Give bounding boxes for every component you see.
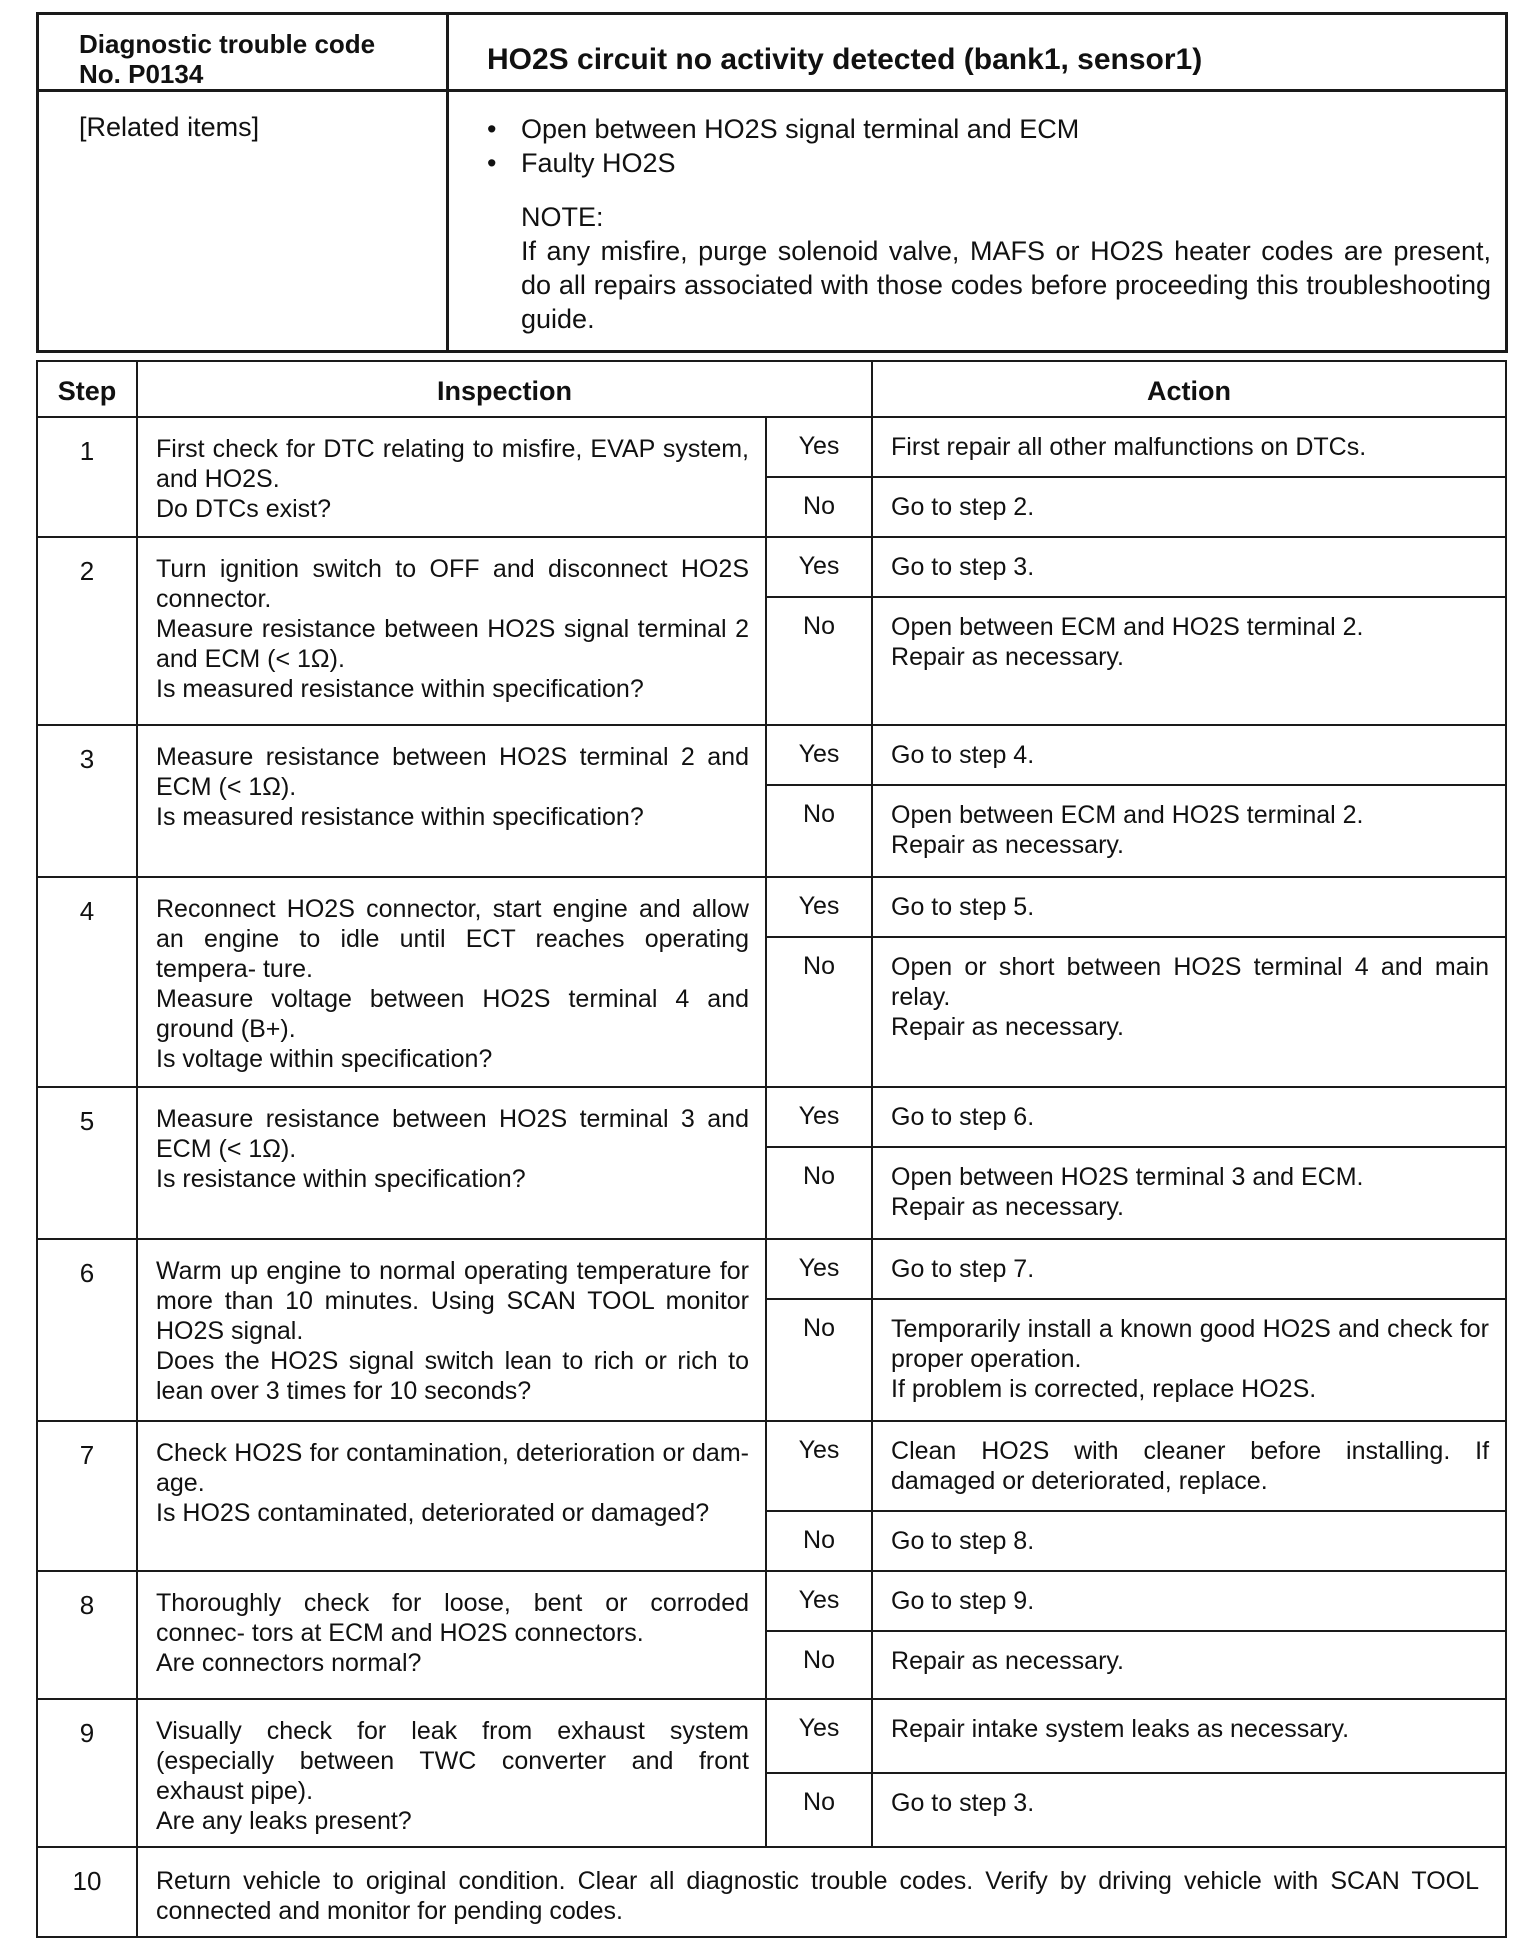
no-label: No xyxy=(766,1511,872,1571)
step-number: 7 xyxy=(37,1421,137,1571)
inspection-cell xyxy=(137,1087,766,1239)
action-text: If problem is corrected, replace HO2S. xyxy=(891,1375,1317,1403)
action-text: Open between HO2S terminal 3 and ECM. xyxy=(891,1163,1364,1191)
no-action-cell xyxy=(872,937,1506,1087)
yes-label: Yes xyxy=(766,877,872,937)
yes-action-cell xyxy=(872,877,1506,937)
yes-action-cell xyxy=(872,417,1506,477)
no-label: No xyxy=(766,937,872,1087)
inspection-cell xyxy=(137,1421,766,1571)
action-text: Open between ECM and HO2S terminal 2. xyxy=(891,801,1364,829)
action-text: Repair as necessary. xyxy=(891,1647,1124,1675)
inspection-text: Do DTCs exist? xyxy=(156,495,332,523)
yes-label: Yes xyxy=(766,537,872,597)
inspection-text: Reconnect HO2S connector, start engine and allow an engine to idle until ECT reaches operating tempera- ture. xyxy=(156,895,749,983)
column-header-action: Action xyxy=(872,361,1506,417)
table-row xyxy=(37,537,1506,597)
action-text: Temporarily install a known good HO2S and check for proper operation. xyxy=(891,1315,1490,1373)
related-item xyxy=(487,146,1491,180)
column-header-inspection: Inspection xyxy=(137,361,872,417)
action-text: Go to step 3. xyxy=(891,553,1035,581)
related-item-text: Open between HO2S signal terminal and ECM xyxy=(521,114,1080,144)
related-item xyxy=(487,112,1491,146)
no-action-cell xyxy=(872,1773,1506,1847)
related-item-text: Faulty HO2S xyxy=(521,148,676,178)
inspection-text: First check for DTC relating to misfire, EVAP system, and HO2S. xyxy=(156,435,749,493)
yes-label: Yes xyxy=(766,1087,872,1147)
dtc-code-label: Diagnostic trouble code xyxy=(79,29,376,59)
inspection-cell xyxy=(137,1571,766,1699)
action-text: Repair intake system leaks as necessary. xyxy=(891,1715,1350,1743)
yes-action-cell xyxy=(872,1571,1506,1631)
table-row xyxy=(37,1699,1506,1773)
no-label: No xyxy=(766,477,872,537)
troubleshooting-table xyxy=(36,360,1507,1938)
dtc-title: HO2S circuit no activity detected (bank1, sensor1) xyxy=(448,14,1507,91)
no-action-cell xyxy=(872,597,1506,725)
yes-label: Yes xyxy=(766,1421,872,1511)
no-label: No xyxy=(766,1773,872,1847)
no-label: No xyxy=(766,1299,872,1421)
yes-label: Yes xyxy=(766,1699,872,1773)
action-text: Open or short between HO2S terminal 4 and main relay. xyxy=(891,953,1490,1011)
action-text: Go to step 2. xyxy=(891,493,1035,521)
yes-label: Yes xyxy=(766,725,872,785)
inspection-text: Is measured resistance within specification? xyxy=(156,675,644,703)
inspection-text: Measure resistance between HO2S terminal 2 and ECM (< 1Ω). xyxy=(156,743,749,801)
inspection-text: Measure voltage between HO2S terminal 4 and ground (B+). xyxy=(156,985,749,1043)
inspection-text: Are connectors normal? xyxy=(156,1649,422,1677)
inspection-cell xyxy=(137,725,766,877)
table-row xyxy=(37,1239,1506,1299)
inspection-cell xyxy=(137,1699,766,1847)
yes-label: Yes xyxy=(766,1571,872,1631)
inspection-text: Warm up engine to normal operating temperature for more than 10 minutes. Using SCAN TOOL monitor HO2S signal. xyxy=(156,1257,749,1345)
no-label: No xyxy=(766,785,872,877)
inspection-text: Does the HO2S signal switch lean to rich or rich to lean over 3 times for 10 seconds? xyxy=(156,1347,749,1405)
action-text: Repair as necessary. xyxy=(891,1013,1124,1041)
related-items-cell xyxy=(448,91,1507,352)
action-text: First repair all other malfunctions on DTCs. xyxy=(891,433,1367,461)
yes-label: Yes xyxy=(766,1239,872,1299)
action-text: Go to step 3. xyxy=(891,1789,1035,1817)
step-number: 4 xyxy=(37,877,137,1087)
yes-action-cell xyxy=(872,1699,1506,1773)
yes-action-cell xyxy=(872,725,1506,785)
inspection-text: Measure resistance between HO2S terminal 3 and ECM (< 1Ω). xyxy=(156,1105,749,1163)
step-number: 9 xyxy=(37,1699,137,1847)
table-row xyxy=(37,1571,1506,1631)
dtc-header-table xyxy=(36,12,1508,353)
step-number: 6 xyxy=(37,1239,137,1421)
note-label: NOTE: xyxy=(521,202,604,232)
no-action-cell xyxy=(872,1511,1506,1571)
inspection-text: Measure resistance between HO2S signal terminal 2 and ECM (< 1Ω). xyxy=(156,615,749,673)
column-header-step: Step xyxy=(37,361,137,417)
no-label: No xyxy=(766,1147,872,1239)
yes-action-cell xyxy=(872,537,1506,597)
yes-action-cell xyxy=(872,1239,1506,1299)
related-items-label: [Related items] xyxy=(38,91,448,352)
action-text: Go to step 7. xyxy=(891,1255,1035,1283)
inspection-text: Thoroughly check for loose, bent or corroded connec- tors at ECM and HO2S connectors. xyxy=(156,1589,749,1647)
step-number: 8 xyxy=(37,1571,137,1699)
no-action-cell xyxy=(872,1299,1506,1421)
inspection-text: Is HO2S contaminated, deteriorated or damaged? xyxy=(156,1499,710,1527)
bullet-icon: • xyxy=(487,114,497,144)
step-number: 1 xyxy=(37,417,137,537)
inspection-cell xyxy=(137,537,766,725)
action-text: Repair as necessary. xyxy=(891,643,1124,671)
action-text: Go to step 9. xyxy=(891,1587,1035,1615)
no-action-cell xyxy=(872,1147,1506,1239)
dtc-code-number: No. P0134 xyxy=(79,59,204,89)
table-row xyxy=(37,1421,1506,1511)
table-row xyxy=(37,877,1506,937)
action-text: Go to step 6. xyxy=(891,1103,1035,1131)
inspection-text: Check HO2S for contamination, deterioration or dam- age. xyxy=(156,1439,749,1497)
action-text: Open between ECM and HO2S terminal 2. xyxy=(891,613,1364,641)
note-block xyxy=(521,200,1491,336)
inspection-text: Is resistance within specification? xyxy=(156,1165,526,1193)
no-label: No xyxy=(766,1631,872,1699)
inspection-text: Visually check for leak from exhaust system (especially between TWC converter and front exhaust pipe). xyxy=(156,1717,749,1805)
action-text: Go to step 8. xyxy=(891,1527,1035,1555)
step-number: 3 xyxy=(37,725,137,877)
step-number: 10 xyxy=(37,1847,137,1937)
yes-action-cell xyxy=(872,1087,1506,1147)
no-label: No xyxy=(766,597,872,725)
action-text: Clean HO2S with cleaner before installing. If damaged or deteriorated, replace. xyxy=(891,1437,1490,1495)
table-row xyxy=(37,417,1506,477)
bullet-icon: • xyxy=(487,148,497,178)
table-row xyxy=(37,725,1506,785)
inspection-cell xyxy=(137,1239,766,1421)
dtc-code-cell xyxy=(38,14,448,91)
step-number: 2 xyxy=(37,537,137,725)
step-number: 5 xyxy=(37,1087,137,1239)
action-text: Repair as necessary. xyxy=(891,1193,1124,1221)
inspection-cell xyxy=(137,417,766,537)
yes-action-cell xyxy=(872,1421,1506,1511)
inspection-text: Is measured resistance within specification? xyxy=(156,803,644,831)
table-row xyxy=(37,1847,1506,1937)
table-row xyxy=(37,1087,1506,1147)
final-step-text: Return vehicle to original condition. Clear all diagnostic trouble codes. Verify by driving vehicle with SCAN TOOL connected and monitor for pending codes. xyxy=(137,1847,1506,1937)
no-action-cell xyxy=(872,1631,1506,1699)
inspection-cell xyxy=(137,877,766,1087)
yes-label: Yes xyxy=(766,417,872,477)
action-text: Go to step 5. xyxy=(891,893,1035,921)
no-action-cell xyxy=(872,785,1506,877)
action-text: Repair as necessary. xyxy=(891,831,1124,859)
inspection-text: Turn ignition switch to OFF and disconnect HO2S connector. xyxy=(156,555,749,613)
inspection-text: Is voltage within specification? xyxy=(156,1045,493,1073)
table-header-row xyxy=(37,361,1506,417)
no-action-cell xyxy=(872,477,1506,537)
note-text: If any misfire, purge solenoid valve, MAFS or HO2S heater codes are present, do all repairs associated with those codes before proceeding this troubleshooting guide. xyxy=(521,236,1491,334)
action-text: Go to step 4. xyxy=(891,741,1035,769)
inspection-text: Are any leaks present? xyxy=(156,1807,412,1835)
